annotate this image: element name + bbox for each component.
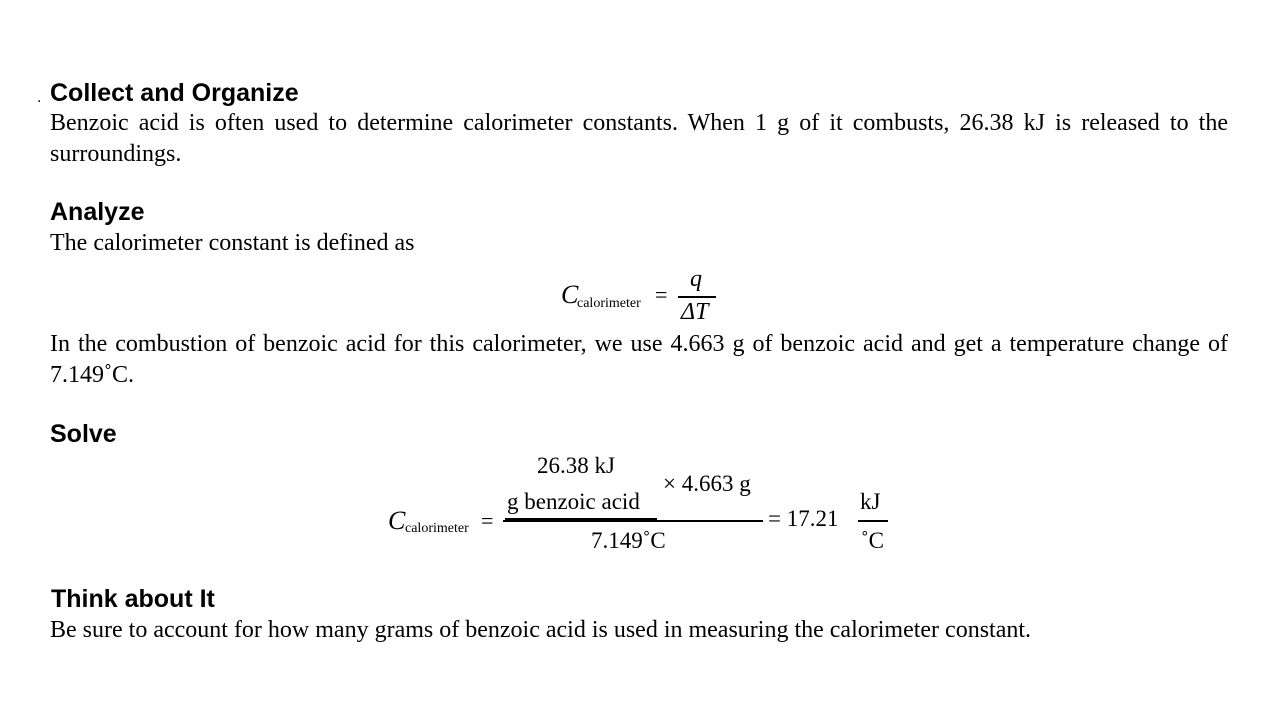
collect-heading: Collect and Organize — [50, 79, 299, 107]
eq2-unit-fraction-bar — [858, 520, 888, 522]
analyze-text-1: The calorimeter constant is defined as — [50, 230, 415, 256]
bullet-dot: . — [37, 89, 42, 106]
analyze-text-2: In the combustion of benzoic acid for this calorimeter, we use 4.663 g of benzoic acid and get a temperature change of 7.149˚C. — [50, 331, 1228, 388]
eq2-unit-numerator: kJ — [860, 489, 881, 514]
eq1-lhs-symbol: C — [561, 280, 579, 309]
eq2-lhs-symbol: C — [388, 506, 406, 535]
eq2-unit-denominator: ˚C — [861, 528, 884, 553]
think-heading: Think about It — [51, 585, 215, 613]
collect-text: Benzoic acid is often used to determine calorimeter constants. When 1 g of it combusts, 26.38 kJ is released to the surroundings. — [50, 110, 1228, 167]
eq1-denominator: ΔT — [681, 299, 709, 325]
eq2-equals: = — [481, 508, 494, 533]
eq2-denominator: 7.149˚C — [591, 528, 666, 553]
eq1-fraction-bar — [678, 296, 716, 298]
eq2-main-fraction-bar — [503, 520, 763, 522]
eq1-lhs-subscript: calorimeter — [577, 296, 641, 311]
eq2-result: = 17.21 — [768, 506, 839, 531]
solve-heading: Solve — [50, 420, 117, 448]
eq2-inner-denominator: g benzoic acid — [507, 489, 640, 514]
eq1-equals: = — [655, 282, 668, 307]
analyze-heading: Analyze — [50, 198, 145, 226]
eq2-inner-numerator: 26.38 kJ — [537, 453, 615, 478]
eq2-lhs-subscript: calorimeter — [405, 521, 469, 536]
eq1-numerator: q — [690, 266, 702, 292]
think-text: Be sure to account for how many grams of benzoic acid is used in measuring the calorimeter constant. — [50, 617, 1032, 643]
eq2-times-term: × 4.663 g — [663, 471, 751, 496]
